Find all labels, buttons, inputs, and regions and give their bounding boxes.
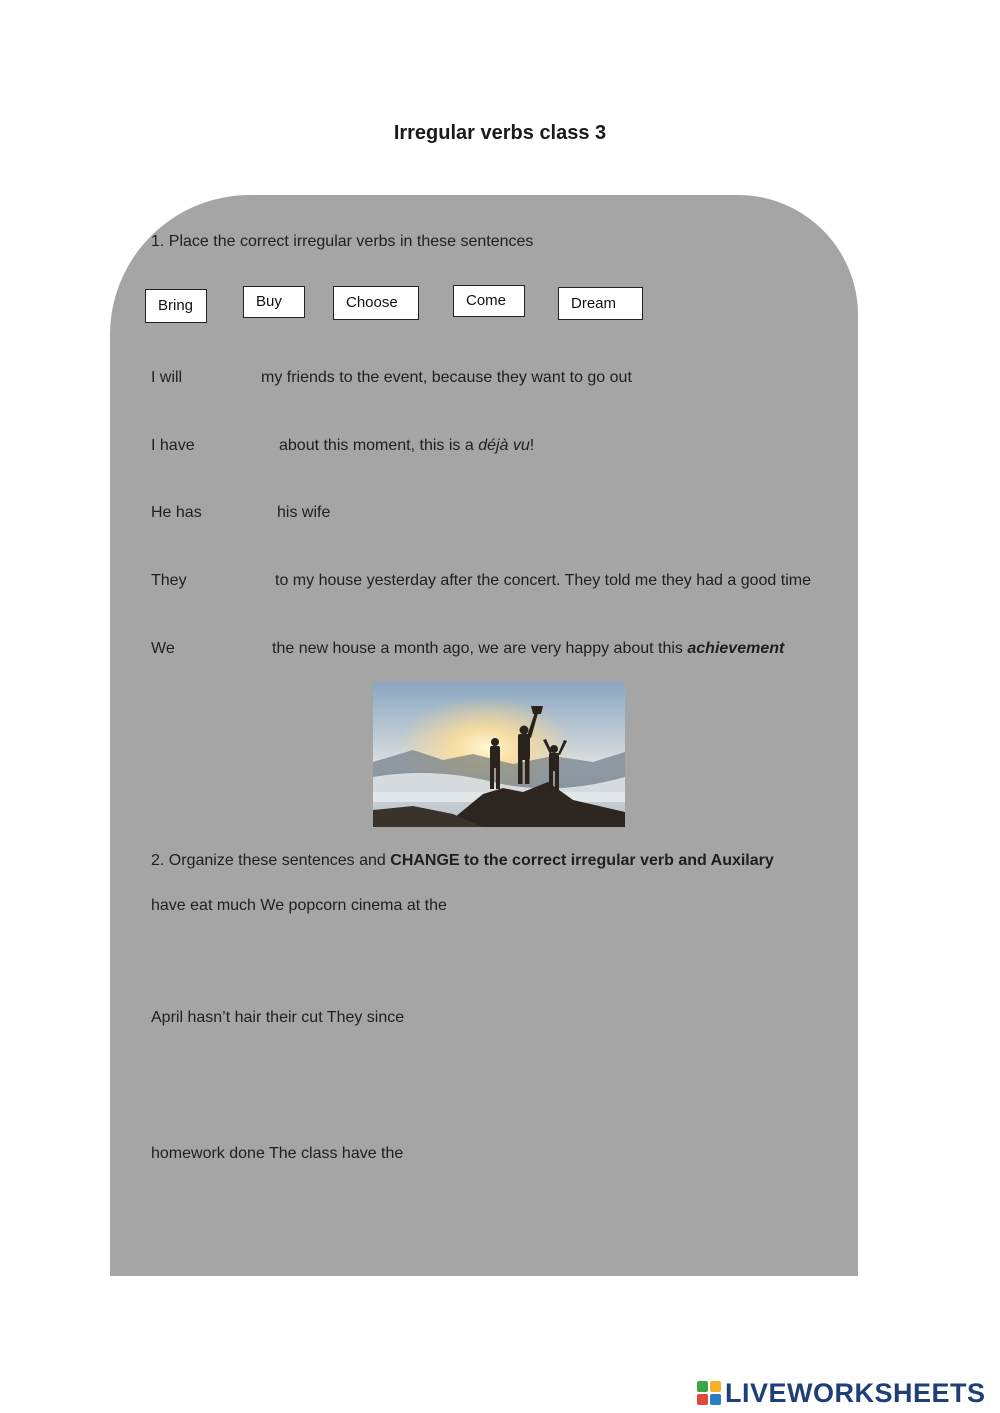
section2-instruction bbox=[151, 852, 774, 870]
scrambled-sentence-3: homework done The class have the bbox=[151, 1145, 404, 1162]
sentence-rest-text: about this moment, this is a bbox=[279, 437, 479, 454]
sentence-rest-end: ! bbox=[529, 437, 535, 454]
sentence-start: We bbox=[151, 640, 175, 657]
sentence-rest bbox=[279, 437, 534, 455]
liveworksheets-logo-icon bbox=[697, 1381, 721, 1405]
instruction-bold: CHANGE to the correct irregular verb and Auxilary bbox=[390, 852, 774, 869]
sentence-rest: his wife bbox=[277, 504, 331, 521]
sentence-rest-text: the new house a month ago, we are very happy about this bbox=[272, 640, 688, 657]
sentence-3 bbox=[151, 504, 331, 522]
sentence-2 bbox=[151, 437, 535, 455]
sentence-start: I have bbox=[151, 437, 195, 454]
sentence-1 bbox=[151, 369, 632, 387]
word-bank-bring[interactable]: Bring bbox=[145, 289, 207, 323]
sentence-start: He has bbox=[151, 504, 202, 521]
word-bank-dream[interactable]: Dream bbox=[558, 287, 643, 320]
word-bank-buy[interactable]: Buy bbox=[243, 286, 305, 318]
word-bank-come[interactable]: Come bbox=[453, 285, 525, 317]
sentence-rest bbox=[272, 640, 784, 658]
logo-text: LIVEWORKSHEETS bbox=[725, 1377, 986, 1408]
achievement-bold-italic: achievement bbox=[687, 640, 785, 657]
liveworksheets-logo bbox=[697, 1378, 986, 1408]
deja-vu-italic: déjà vu bbox=[478, 437, 530, 454]
sentence-start: They bbox=[151, 572, 187, 589]
exercise-panel bbox=[110, 195, 858, 1276]
scrambled-sentence-2: April hasn’t hair their cut They since bbox=[151, 1009, 405, 1026]
scrambled-sentence-1: have eat much We popcorn cinema at the bbox=[151, 897, 447, 914]
instruction-plain: 2. Organize these sentences and bbox=[151, 852, 391, 869]
sentence-rest: to my house yesterday after the concert. They told me they had a good time bbox=[275, 572, 811, 589]
sentence-rest: my friends to the event, because they want to go out bbox=[261, 369, 632, 386]
sentence-4 bbox=[151, 572, 811, 590]
sentence-5 bbox=[151, 640, 785, 658]
worksheet-title: Irregular verbs class 3 bbox=[393, 122, 607, 144]
section1-instruction: 1. Place the correct irregular verbs in these sentences bbox=[151, 233, 534, 250]
achievement-photo bbox=[373, 682, 625, 827]
sentence-start: I will bbox=[151, 369, 183, 386]
word-bank-choose[interactable]: Choose bbox=[333, 286, 419, 320]
